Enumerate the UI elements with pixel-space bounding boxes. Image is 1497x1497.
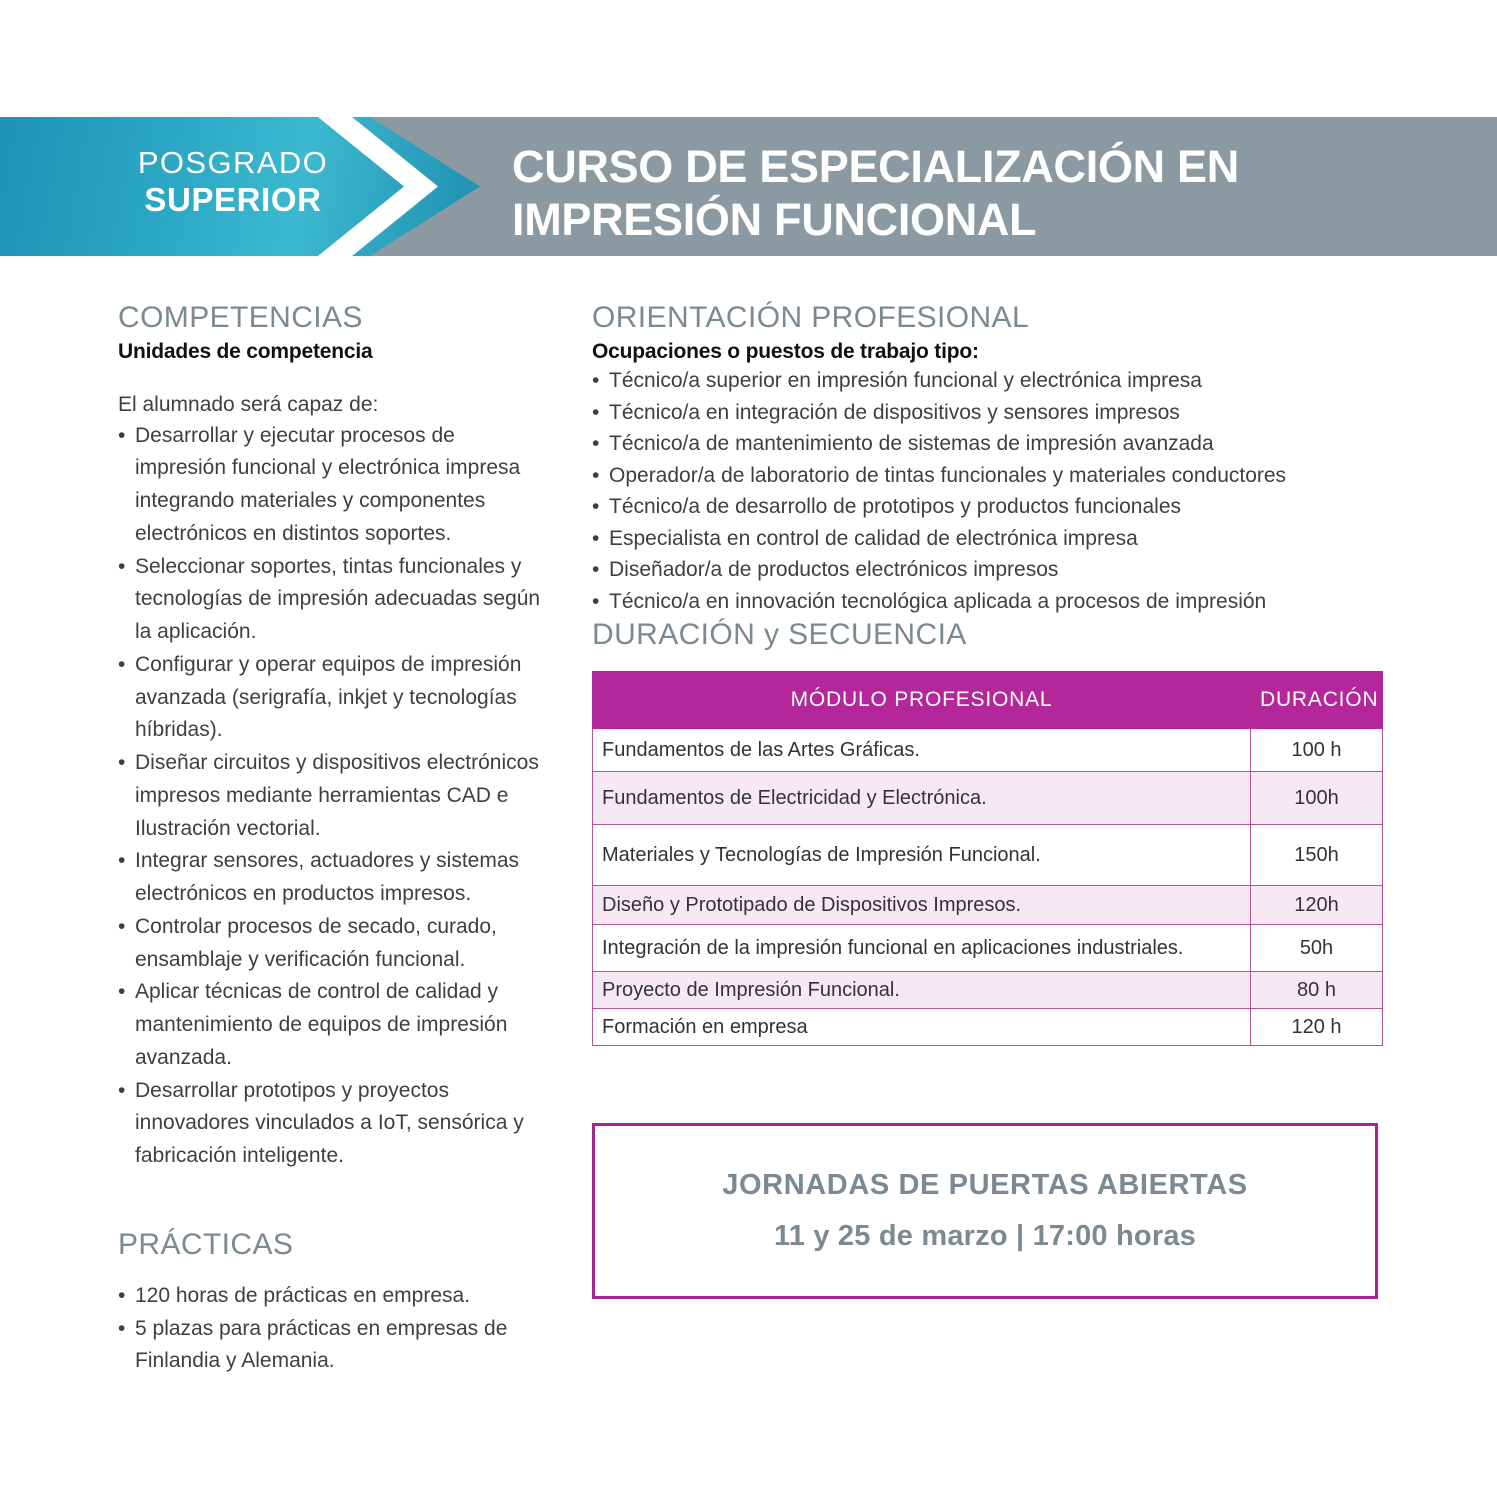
list-item: • 120 horas de prácticas en empresa. xyxy=(118,1280,548,1313)
list-item: • Desarrollar prototipos y proyectos innovadores vinculados a IoT, sensórica y fabricación inteligente. xyxy=(118,1075,548,1173)
cell-modulo: Diseño y Prototipado de Dispositivos Impresos. xyxy=(593,886,1251,925)
table-row xyxy=(593,772,1383,825)
section-heading-practicas: PRÁCTICAS xyxy=(118,1227,294,1261)
cell-duracion: 150h xyxy=(1251,825,1383,886)
list-item: • Controlar procesos de secado, curado, ensamblaje y verificación funcional. xyxy=(118,911,548,977)
open-day-title: JORNADAS DE PUERTAS ABIERTAS xyxy=(722,1169,1248,1202)
competencias-list xyxy=(118,420,548,1173)
list-item: • Seleccionar soportes, tintas funcionales y tecnologías de impresión adecuadas según la aplicación. xyxy=(118,551,548,649)
table-row xyxy=(593,925,1383,972)
open-day-callout-box xyxy=(592,1123,1378,1299)
list-item: • Técnico/a en integración de dispositivos y sensores impresos xyxy=(592,397,1392,429)
subheading-unidades-de-competencia: Unidades de competencia xyxy=(118,340,373,363)
cell-modulo: Formación en empresa xyxy=(593,1009,1251,1046)
page-title-line-1: CURSO DE ESPECIALIZACIÓN EN xyxy=(512,141,1239,192)
open-day-dates: 11 y 25 de marzo | 17:00 horas xyxy=(774,1220,1196,1253)
left-column xyxy=(118,300,548,1378)
cell-duracion: 100 h xyxy=(1251,729,1383,772)
list-item: • Diseñar circuitos y dispositivos electrónicos impresos mediante herramientas CAD e Ilustración vectorial. xyxy=(118,747,548,845)
program-level-badge xyxy=(118,147,348,218)
column-header-duracion: DURACIÓN xyxy=(1251,672,1383,729)
badge-line-superior: SUPERIOR xyxy=(144,180,322,218)
cell-duracion: 50h xyxy=(1251,925,1383,972)
practicas-section xyxy=(118,1227,548,1378)
badge-line-posgrado: POSGRADO xyxy=(137,145,329,180)
modules-duration-table xyxy=(592,671,1383,1046)
competencias-lead-text: El alumnado será capaz de: xyxy=(118,393,379,417)
page-title xyxy=(512,140,1239,246)
list-item: • Aplicar técnicas de control de calidad y mantenimiento de equipos de impresión avanzada. xyxy=(118,976,548,1074)
cell-duracion: 80 h xyxy=(1251,972,1383,1009)
table-row xyxy=(593,972,1383,1009)
section-heading-duracion-y-secuencia: DURACIÓN y SECUENCIA xyxy=(592,618,967,652)
page-header-banner xyxy=(0,117,1497,256)
list-item: • Técnico/a en innovación tecnológica aplicada a procesos de impresión xyxy=(592,586,1392,618)
page-title-line-2: IMPRESIÓN FUNCIONAL xyxy=(512,194,1037,246)
list-item: • Especialista en control de calidad de electrónica impresa xyxy=(592,523,1392,555)
right-column xyxy=(592,300,1392,1299)
subheading-ocupaciones: Ocupaciones o puestos de trabajo tipo: xyxy=(592,340,979,363)
cell-duracion: 120 h xyxy=(1251,1009,1383,1046)
table-row xyxy=(593,886,1383,925)
practicas-list xyxy=(118,1280,548,1378)
list-item: • 5 plazas para prácticas en empresas de Finlandia y Alemania. xyxy=(118,1313,548,1379)
cell-modulo: Proyecto de Impresión Funcional. xyxy=(593,972,1251,1009)
cell-duracion: 120h xyxy=(1251,886,1383,925)
list-item: • Diseñador/a de productos electrónicos impresos xyxy=(592,554,1392,586)
cell-modulo: Fundamentos de las Artes Gráficas. xyxy=(593,729,1251,772)
list-item: • Técnico/a de mantenimiento de sistemas de impresión avanzada xyxy=(592,428,1392,460)
column-header-modulo-profesional: MÓDULO PROFESIONAL xyxy=(593,672,1251,729)
list-item: • Técnico/a superior en impresión funcional y electrónica impresa xyxy=(592,365,1392,397)
cell-modulo: Fundamentos de Electricidad y Electrónica. xyxy=(593,772,1251,825)
table-row xyxy=(593,729,1383,772)
list-item: • Operador/a de laboratorio de tintas funcionales y materiales conductores xyxy=(592,460,1392,492)
list-item: • Técnico/a de desarrollo de prototipos y productos funcionales xyxy=(592,491,1392,523)
section-heading-orientacion-profesional: ORIENTACIÓN PROFESIONAL xyxy=(592,301,1030,334)
list-item: • Integrar sensores, actuadores y sistemas electrónicos en productos impresos. xyxy=(118,845,548,911)
table-row xyxy=(593,825,1383,886)
cell-modulo: Materiales y Tecnologías de Impresión Funcional. xyxy=(593,825,1251,886)
table-header-row xyxy=(593,672,1383,729)
section-heading-competencias: COMPETENCIAS xyxy=(118,301,363,334)
list-item: • Desarrollar y ejecutar procesos de impresión funcional y electrónica impresa integrando materiales y componentes electrónicos en distintos soportes. xyxy=(118,420,548,551)
list-item: • Configurar y operar equipos de impresión avanzada (serigrafía, inkjet y tecnologías híbridas). xyxy=(118,649,548,747)
table-row xyxy=(593,1009,1383,1046)
cell-duracion: 100h xyxy=(1251,772,1383,825)
ocupaciones-list xyxy=(592,365,1392,617)
cell-modulo: Integración de la impresión funcional en aplicaciones industriales. xyxy=(593,925,1251,972)
